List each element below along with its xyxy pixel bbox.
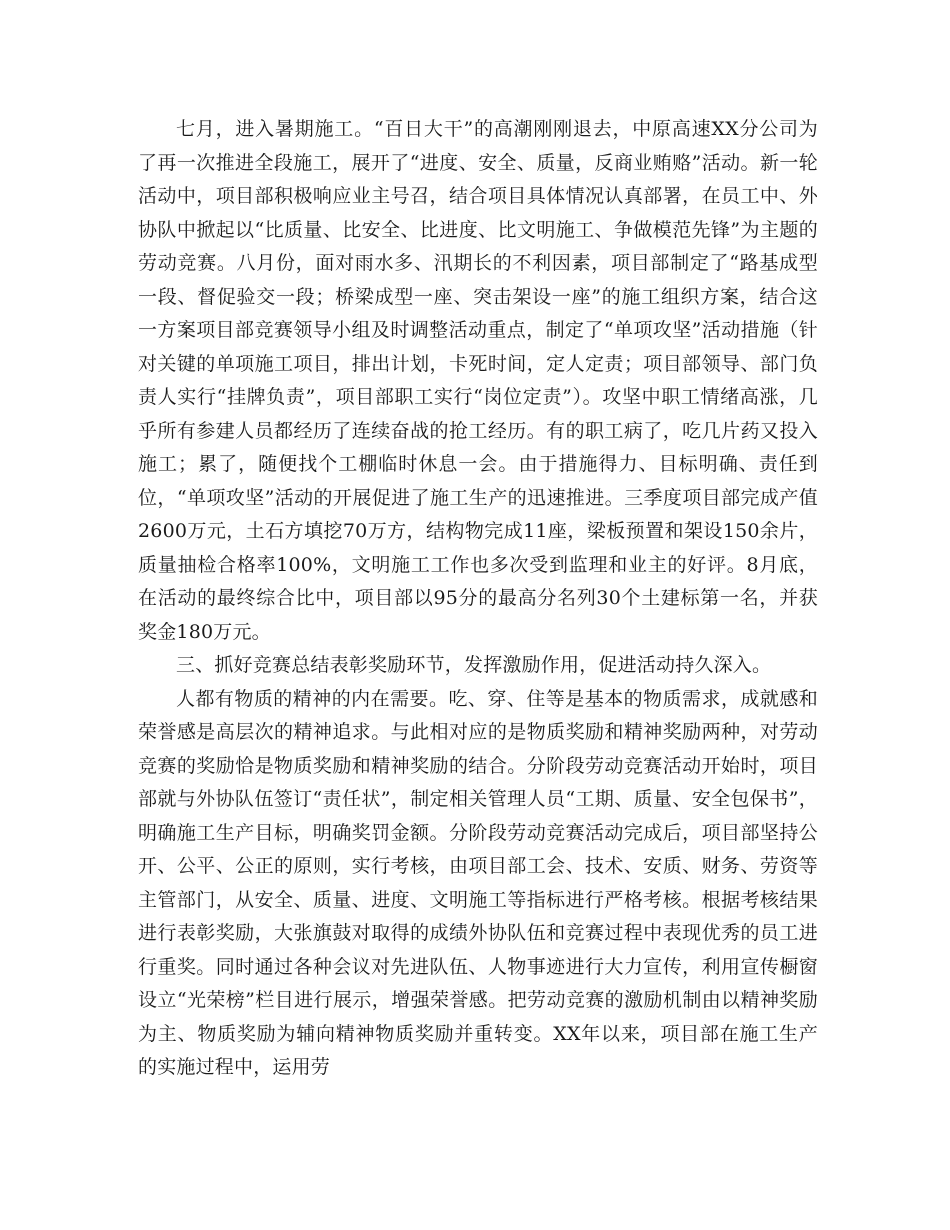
paragraph-incentives: 人都有物质的精神的内在需要。吃、穿、住等是基本的物质需求，成就感和荣誉感是高层次的精神追求。与此相对应的是物质奖励和精神奖励两种，对劳动竞赛的奖励恰是物质奖励和精神奖励的结合。分阶段劳动竞赛活动开始时，项目部就与外协队伍签订“责任状”，制定相关管理人员“工期、质量、安全包保书”，明确施工生产目标，明确奖罚金额。分阶段劳动竞赛活动完成后，项目部坚持公开、公平、公正的原则，实行考核，由项目部工会、技术、安质、财务、劳资等主管部门，从安全、质量、进度、文明施工等指标进行严格考核。根据考核结果进行表彰奖励，大张旗鼓对取得的成绩外协队伍和竞赛过程中表现优秀的员工进行重奖。同时通过各种会议对先进队伍、人物事迹进行大力宣传，利用宣传橱窗设立“光荣榜”栏目进行展示，增强荣誉感。把劳动竞赛的激励机制由以精神奖励为主、物质奖励为辅向精神物质奖励并重转变。XX年以来，项目部在施工生产的实施过程中，运用劳 [138, 687, 818, 1078]
body-text [138, 113, 818, 1085]
section-heading-three: 三、抓好竞赛总结表彰奖励环节，发挥激励作用，促进活动持久深入。 [176, 654, 772, 676]
paragraph-july-campaign: 七月，进入暑期施工。“百日大干”的高潮刚刚退去，中原高速XX分公司为了再一次推进全段施工，展开了“进度、安全、质量，反商业贿赂”活动。新一轮活动中，项目部积极响应业主号召，结合项目具体情况认真部署，在员工中、外协队中掀起以“比质量、比安全、比进度、比文明施工、争做模范先锋”为主题的劳动竞赛。八月份，面对雨水多、汛期长的不利因素，项目部制定了“路基成型一段、督促验交一段；桥梁成型一座、突击架设一座”的施工组织方案，结合这一方案项目部竞赛领导小组及时调整活动重点，制定了“单项攻坚”活动措施（针对关键的单项施工项目，排出计划，卡死时间，定人定责；项目部领导、部门负责人实行“挂牌负责”，项目部职工实行“岗位定责”）。攻坚中职工情绪高涨，几乎所有参建人员都经历了连续奋战的抢工经历。有的职工病了，吃几片药又投入施工；累了，随便找个工棚临时休息一会。由于措施得力、目标明确、责任到位，“单项攻坚”活动的开展促进了施工生产的迅速推进。三季度项目部完成产值2600万元，土石方填挖70万方，结构物完成11座，梁板预置和架设150余片，质量抽检合格率100%，文明施工工作也多次受到监理和业主的好评。8月底，在活动的最终综合比中，项目部以95分的最高分名列30个土建标第一名，并获奖金180万元。 [138, 118, 818, 643]
